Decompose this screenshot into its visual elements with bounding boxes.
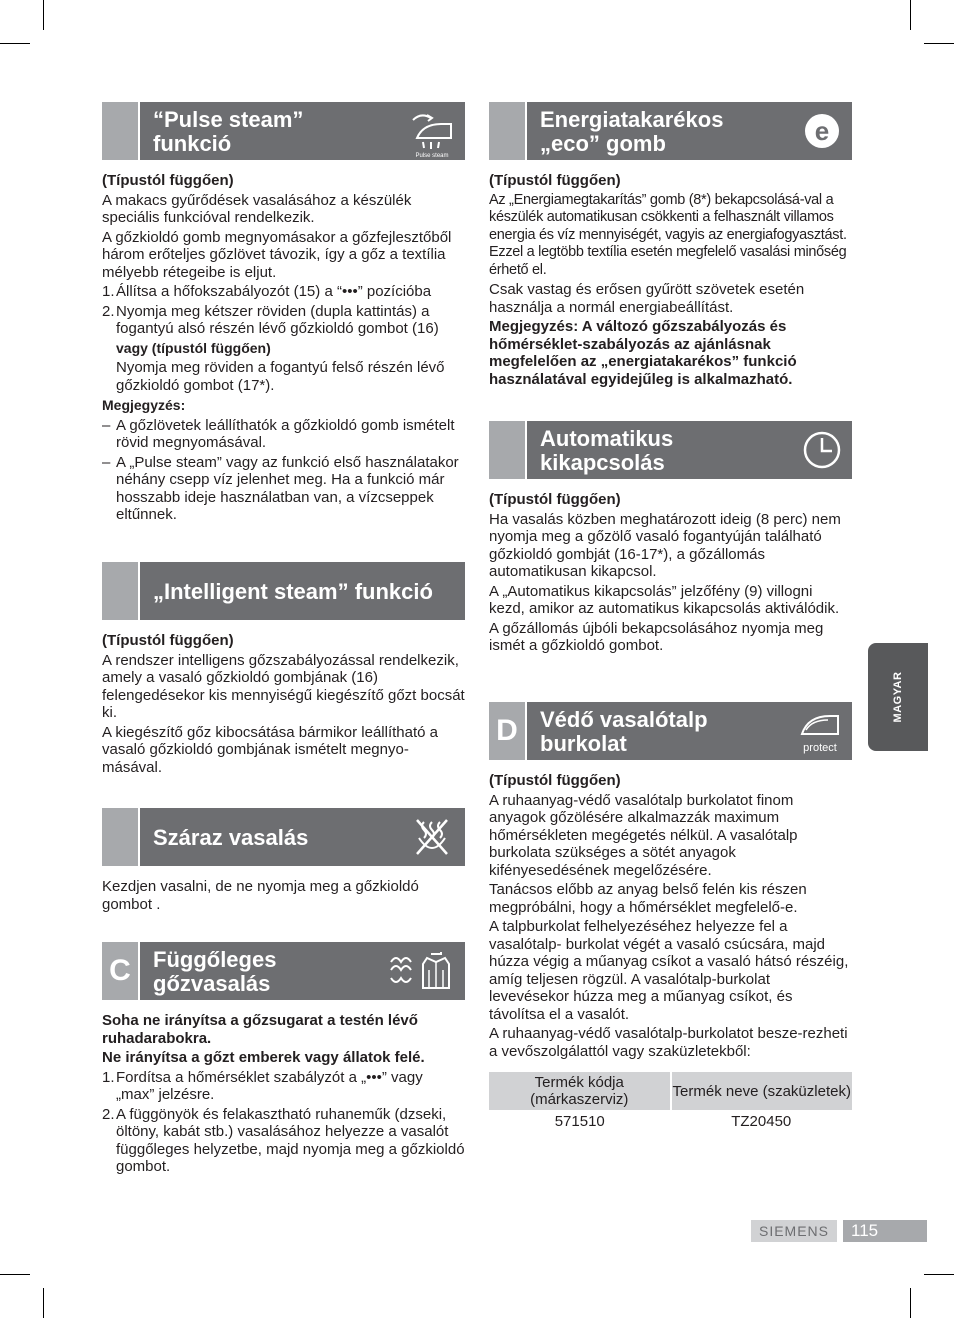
note-item: – A „Pulse steam” vagy az funkció első használatakor néhány csepp víz jelenhet meg. Ha a funkció már hosszabb ideje használatban van, a vízcseppek eltűnnek. (102, 453, 459, 523)
page-number: 115 (843, 1220, 927, 1242)
section-header (102, 102, 465, 160)
svg-text:e: e (814, 116, 830, 146)
section-title: Energiatakarékos „eco” gomb (540, 107, 724, 156)
paragraph: A ruhaanyag-védő vasalótalp-burkolatot besze-rezheti a vevőszolgálattól vagy szaküzletekből: (489, 1025, 848, 1060)
list-item: 2. Nyomja meg kétszer röviden (dupla kattintás) a fogantyú alsó részén lévő gőzkioldó gombot (16) (102, 302, 439, 337)
list-item: 1. Állítsa a hőfokszabályozót (15) a “•••” pozícióba (102, 283, 432, 300)
list-item-alt-label: vagy (típustól függően) (116, 339, 271, 356)
section-title: Függőleges gőzvasalás (153, 947, 277, 996)
section-header (489, 421, 852, 479)
paragraph: Ha vasalás közben meghatározott ideig (8 perc) nem nyomja meg a gőzölő vasaló fogantyúján található gőzkioldó gombját (16-17*), a gőzállomás automatikusan kikapcsol. (489, 510, 841, 580)
type-note: (Típustól függően) (102, 172, 234, 189)
clock-icon (794, 427, 844, 473)
warning: Ne irányítsa a gőzt emberek vagy állatok felé. (102, 1049, 425, 1066)
section-tab (489, 102, 527, 160)
pulse-steam-section (102, 102, 465, 524)
paragraph: A ruhaanyag-védő vasalótalp burkolatot finom anyagok gőzölésére alkalmazzák maximum hőmérsékleten megégetés nélkül. A vasalótalp burkolata szükséges a sötét anyagok kifényesedésének megelőzésére. (489, 791, 798, 879)
paragraph: A talpburkolat felhelyezéséhez helyezze fel a vasalótalp- burkolat végét a vasaló csúcsára, majd húzza végig a műanyag csíkot a vasaló hátsó részéig, amíg teljesen rögzül. A vasalótalp-burkolat levevésekor húzza meg a műanyag csíkot, és távolítsa el a vasalót. (489, 918, 849, 1023)
product-code: 571510 (554, 1113, 605, 1130)
left-column (102, 102, 465, 1175)
type-note: (Típustól függően) (489, 172, 621, 189)
section-header (102, 808, 465, 866)
crop-mark (910, 1288, 911, 1318)
pulse-steam-icon (407, 108, 457, 158)
section-title: „Intelligent steam” funkció (153, 579, 433, 604)
section-title: “Pulse steam” funkció (153, 107, 304, 156)
type-note: (Típustól függően) (489, 491, 621, 508)
svg-text:Pulse steam: Pulse steam (415, 153, 449, 158)
right-column (489, 102, 852, 1130)
protect-soleplate-section (489, 702, 852, 1133)
section-tab (102, 562, 140, 620)
crop-mark (0, 1274, 30, 1275)
svg-text:protect: protect (803, 742, 837, 754)
section-title: Száraz vasalás (153, 825, 309, 850)
section-header (489, 102, 852, 160)
crop-mark (43, 0, 44, 30)
table-row (489, 1110, 852, 1133)
note: Megjegyzés: A változó gőzszabályozás és hőmérséklet-szabályozás az ajánlásnak megfelelően az „energiatakarékos” funkció használatával egyidejűleg is alkalmazható. (489, 318, 797, 388)
eco-section (489, 102, 852, 388)
list-item: 1. Fordítsa a hőmérséklet szabályzót a „•••” vagy „max” jelzésre. (102, 1068, 423, 1103)
crop-mark (0, 43, 30, 44)
intelligent-steam-section (102, 562, 465, 776)
crop-mark (924, 43, 954, 44)
protect-icon (792, 708, 848, 754)
paragraph: A rendszer intelligens gőzszabályozással rendelkezik, amely a vasaló gőzkioldó gombjának (16) felengedésekor kis mennyiségű kiegészítő gőzt bocsát ki. (102, 651, 465, 721)
paragraph: Kezdjen vasalni, de ne nyomja meg a gőzkioldó gombot . (102, 878, 419, 913)
type-note: (Típustól függően) (489, 772, 621, 789)
paragraph: A „Automatikus kikapcsolás” jelzőfény (9) villogni kezd, amikor az automatikus kikapcsolás aktiválódik. (489, 582, 840, 617)
paragraph: Csak vastag és erősen gyűrött szövetek esetén használja a normál energiabeállítást. (489, 281, 805, 316)
note-item: – A gőzlövetek leállíthatók a gőzkioldó gomb ismételt rövid megnyomásával. (102, 416, 455, 451)
note-label: Megjegyzés: (102, 397, 186, 413)
section-title: Automatikus kikapcsolás (540, 426, 674, 475)
section-header (489, 702, 852, 760)
language-tab: MAGYAR (868, 643, 928, 751)
table-header-code: Termék kódja (márkaszerviz) (489, 1072, 671, 1110)
paragraph: Az „Energiamegtakarítás” gomb (8*) bekapcsolásá-val a készülék automatikusan csökkenti a felhasznált villamos energia és víz mennyiségét, vagyis az energiafogyasztást. Ezzel a legtöbb textília esetén megfelelő vasalási minőség érhető el. (489, 191, 847, 278)
product-name: TZ20450 (731, 1113, 792, 1130)
section-tab: D (489, 702, 527, 760)
section-tab (489, 421, 527, 479)
list-item-alt: Nyomja meg röviden a fogantyú felső részén lévő gőzkioldó gombot (17*). (116, 359, 445, 394)
list-item: 2. A függönyök és felakasztható ruhaneműk (dzseki, öltöny, kabát stb.) vasalásához helyezze a vasalót függőleges helyzetbe, majd nyomja meg a gőzkioldó gombot. (102, 1105, 465, 1175)
table-header-row (489, 1072, 852, 1110)
crop-mark (924, 1274, 954, 1275)
vertical-steam-icon (383, 948, 457, 994)
section-tab: C (102, 942, 140, 1000)
section-title: Védő vasalótalp burkolat (540, 707, 708, 756)
type-note: (Típustól függően) (102, 632, 234, 649)
vertical-steam-section (102, 942, 465, 1176)
warning: Soha ne irányítsa a gőzsugarat a testén lévő ruhadarabokra. (102, 1012, 418, 1047)
crop-mark (43, 1288, 44, 1318)
paragraph: A gőzkioldó gomb megnyomásakor a gőzfejlesztőből három erőteljes gőzlövet távozik, így a gőz a textília mélyebb rétegeibe is eljut. (102, 228, 452, 281)
section-tab (102, 102, 140, 160)
dry-ironing-section (102, 808, 465, 913)
paragraph: A makacs gyűrődések vasalásához a készülék speciális funkcióval rendelkezik. (102, 191, 412, 226)
section-header (102, 562, 465, 620)
section-header (102, 942, 465, 1000)
paragraph: A kiegészítő gőz kibocsátása bármikor leállítható a vasaló gőzkioldó gombjának ismételt megnyo-másával. (102, 723, 439, 776)
paragraph: Tanácsos előbb az anyag belső felén kis részen megpróbálni, hogy a hőmérséklet megfelelő-e. (489, 881, 807, 916)
crop-mark (910, 0, 911, 30)
brand-label: SIEMENS (751, 1220, 837, 1242)
section-tab (102, 808, 140, 866)
auto-off-section (489, 421, 852, 655)
eco-icon (794, 108, 844, 154)
no-steam-icon (407, 814, 457, 860)
product-table (489, 1072, 852, 1133)
table-header-name: Termék neve (szaküzletek) (671, 1072, 853, 1110)
paragraph: A gőzállomás újbóli bekapcsolásához nyomja meg ismét a gőzkioldó gombot. (489, 619, 824, 654)
